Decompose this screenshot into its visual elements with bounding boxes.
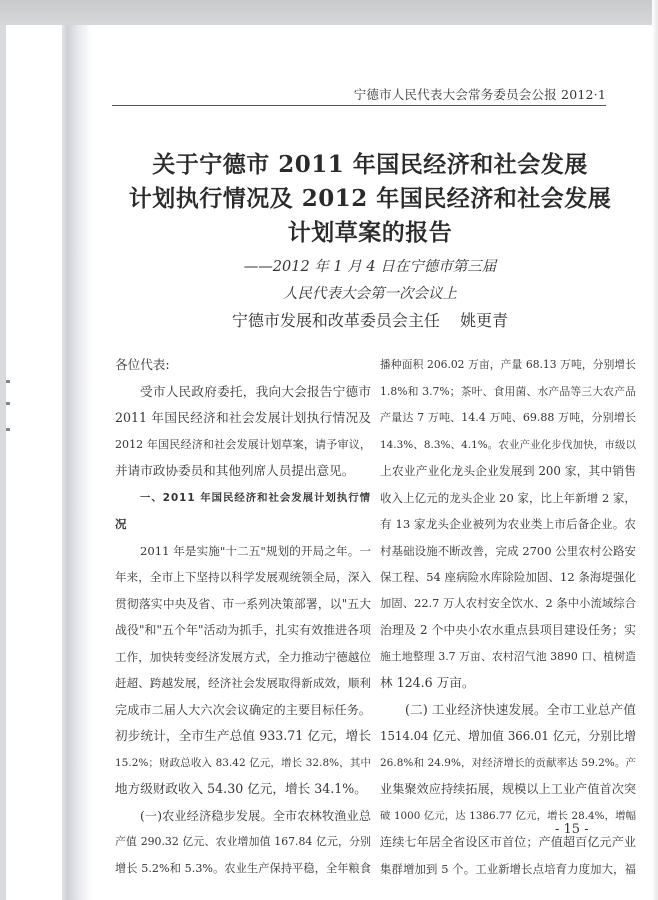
subtitle-line: ——2012 年 1 月 4 日在宁德市第三届 [243, 259, 497, 275]
text-line: 并请市政协委员和其他列席人员提出意见。 [115, 463, 355, 478]
text-line: 1.8%和 3.7%；茶叶、食用菌、水产品等三大农产品 [380, 384, 636, 398]
text-line: 业集聚效应持续拓展，规模以上工业产值首次突 [380, 782, 636, 796]
book-gutter-shadow [62, 25, 92, 900]
title-line: 计划执行情况及 2012 年国民经济和社会发展 [128, 185, 612, 212]
text-line: 播种面积 206.02 万亩，产量 68.13 万吨，分别增长 [380, 358, 636, 371]
report-title [110, 148, 630, 250]
text-line: 有 13 家龙头企业被列为农业类上市后备企业。农 [380, 517, 636, 531]
text-line: 村基础设施不断改善，完成 2700 公里农村公路安 [380, 543, 636, 558]
subtitle-line: 人民代表大会第一次会议上 [283, 286, 457, 302]
text-line: 赶超、跨越发展，经济社会发展取得新成效，顺利 [115, 676, 371, 690]
text-line: 1514.04 亿元、增加值 366.01 亿元，分别比增 [380, 729, 636, 743]
text-line: 产量达 7 万吨、14.4 万吨、69.88 万吨，分别增长 [380, 411, 636, 424]
text-line: (一)农业经济稳步发展。全市农林牧渔业总 [140, 808, 371, 823]
text-line: 受市人民政府委托，我向大会报告宁德市 [140, 383, 371, 399]
text-line: 15.2%；财政总收入 83.42 亿元，增长 32.8%，其中 [115, 756, 371, 769]
text-line: 保工程、54 座病险水库除险加固、12 条海堤强化 [380, 570, 636, 584]
text-line: 各位代表: [115, 357, 170, 372]
text-line: 收入上亿元的龙头企业 20 家，比上年新增 2 家， [380, 490, 636, 505]
text-line: 林 124.6 万亩。 [380, 675, 475, 690]
text-line: 年来，全市上下坚持以科学发展观统领全局，深入 [115, 570, 371, 584]
text-line: 增长 5.2%和 5.3%。农业生产保持平稳，全年粮食 [115, 861, 371, 875]
text-line: 26.8%和 24.9%，对经济增长的贡献率达 59.2%。产 [380, 756, 636, 769]
facing-page-mark [6, 402, 10, 405]
text-line: (二) 工业经济快速发展。全市工业总产值 [405, 701, 636, 717]
facing-page-mark [6, 380, 10, 383]
text-line: 施土地整理 3.7 万亩、农村沼气池 3890 口、植树造 [380, 649, 636, 663]
facing-page-mark [6, 428, 10, 431]
text-line: 加固、22.7 万人农村安全饮水、2 条中小流域综合 [380, 596, 636, 610]
text-line: 况 [115, 517, 128, 531]
text-line: 地方级财政收入 54.30 亿元，增长 34.1%。 [115, 781, 367, 796]
title-line: 关于宁德市 2011 年国民经济和社会发展 [152, 151, 588, 178]
text-line: 2012 年国民经济和社会发展计划草案，请予审议， [115, 437, 371, 451]
body-column-right [380, 352, 636, 882]
text-line: 工作，加快转变经济发展方式，全力推动宁德越位 [115, 649, 371, 664]
text-line: 2011 年是实施"十二五"规划的开局之年。一 [140, 543, 371, 558]
text-line: 产值 290.32 亿元、农业增加值 167.84 亿元，分别 [115, 835, 371, 848]
text-line: 贯彻落实中央及省、市一系列决策部署，以"五大 [115, 596, 371, 611]
text-line: 上农业产业化龙头企业发展到 200 家，其中销售 [380, 464, 636, 478]
page-right-edge [652, 0, 658, 900]
text-line: 2011 年国民经济和社会发展计划执行情况及 [115, 410, 371, 425]
body-column-left [115, 352, 371, 882]
scan-top-band [0, 0, 658, 25]
text-line: 破 1000 亿元，达 1386.77 亿元，增长 28.4%，增幅 [380, 809, 636, 822]
title-line: 计划草案的报告 [287, 219, 453, 246]
text-line: 战役"和"五个年"活动为抓手，扎实有效推进各项 [115, 623, 371, 637]
running-head: 宁德市人民代表大会常务委员会公报 2012·1 [112, 87, 606, 106]
report-subtitle [110, 254, 630, 308]
author-byline: 宁德市发展和改革委员会主任 姚更青 [231, 311, 509, 330]
text-line: 集群增加到 5 个。工业新增长点培育力度加大，福 [380, 861, 636, 876]
text-line: 连续七年居全省设区市首位；产值超百亿元产业 [380, 835, 636, 849]
text-line: 14.3%、8.3%、4.1%。农业产业化步伐加快，市级以 [380, 438, 636, 451]
facing-page-edge [0, 25, 6, 900]
text-line: 一、2011 年国民经济和社会发展计划执行情 [140, 491, 371, 504]
text-line: 初步统计，全市生产总值 933.71 亿元，增长 [115, 728, 371, 743]
page-number: - 15 - [555, 822, 589, 837]
text-line: 治理及 2 个中央小农水重点县项目建设任务；实 [380, 623, 636, 637]
text-line: 完成市二届人大六次会议确定的主要目标任务。 [115, 702, 371, 717]
